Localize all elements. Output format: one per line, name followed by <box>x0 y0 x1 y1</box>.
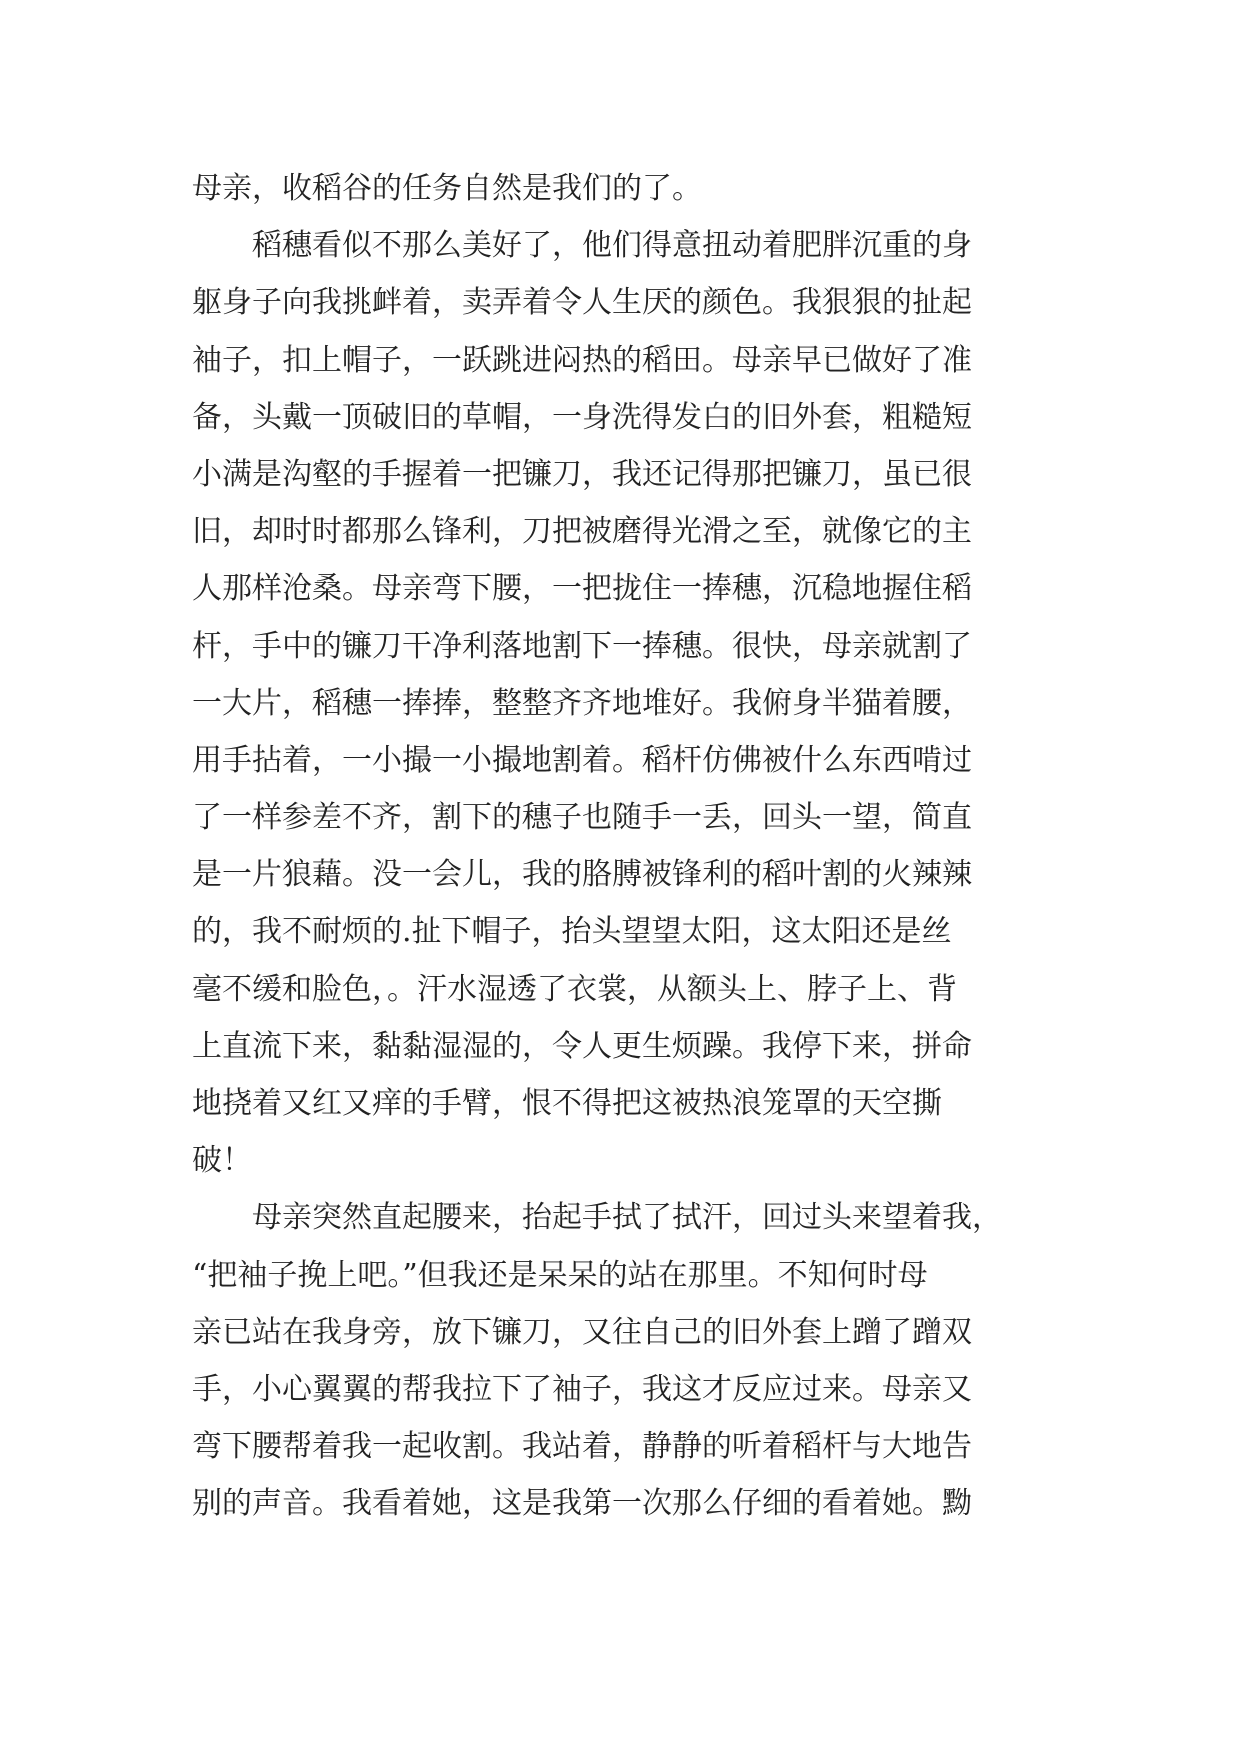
text-line: 杆，手中的镰刀干净利落地割下一捧穗。很快，母亲就割了 <box>192 628 972 664</box>
text-line: 弯下腰帮着我一起收割。我站着，静静的听着稻杆与大地告 <box>192 1429 972 1465</box>
text-line: 一大片，稻穗一捧捧，整整齐齐地堆好。我俯身半猫着腰， <box>192 685 972 721</box>
text-line: 母亲，收稻谷的任务自然是我们的了。 <box>192 171 702 206</box>
text-line: 备，头戴一顶破旧的草帽，一身洗得发白的旧外套，粗糙短 <box>192 399 972 435</box>
text-line: 了一样参差不齐，割下的穗子也随手一丢，回头一望，简直 <box>192 800 972 836</box>
text-line: 用手拈着，一小撮一小撮地割着。稻杆仿佛被什么东西啃过 <box>192 742 972 778</box>
text-line: 上直流下来，黏黏湿湿的，令人更生烦躁。我停下来，拼命 <box>192 1028 972 1064</box>
text-line: 亲已站在我身旁，放下镰刀，又往自己的旧外套上蹭了蹭双 <box>192 1314 972 1350</box>
text-line: 稻穗看似不那么美好了，他们得意扭动着肥胖沉重的身 <box>252 228 972 264</box>
text-line: 旧，却时时都那么锋利，刀把被磨得光滑之至，就像它的主 <box>192 514 972 550</box>
text-line: 破！ <box>192 1143 252 1179</box>
text-line: 躯身子向我挑衅着，卖弄着令人生厌的颜色。我狠狠的扯起 <box>192 285 972 321</box>
text-line: 别的声音。我看着她，这是我第一次那么仔细的看着她。黝 <box>192 1486 972 1522</box>
text-line: 是一片狼藉。没一会儿，我的胳膊被锋利的稻叶割的火辣辣 <box>192 857 972 893</box>
essay-text <box>192 160 1072 1533</box>
text-line: 的，我不耐烦的.扯下帽子，抬头望望太阳，这太阳还是丝 <box>192 914 952 950</box>
text-line: 手，小心翼翼的帮我拉下了袖子，我这才反应过来。母亲又 <box>192 1371 972 1407</box>
text-line: “把袖子挽上吧。”但我还是呆呆的站在那里。不知何时母 <box>192 1257 928 1293</box>
text-line: 毫不缓和脸色，。汗水湿透了衣裳，从额头上、脖子上、背 <box>192 971 957 1007</box>
text-line: 人那样沧桑。母亲弯下腰，一把拢住一捧穗，沉稳地握住稻 <box>192 571 972 607</box>
text-line: 地挠着又红又痒的手臂，恨不得把这被热浪笼罩的天空撕 <box>192 1086 942 1121</box>
text-line: 袖子，扣上帽子，一跃跳进闷热的稻田。母亲早已做好了准 <box>192 342 972 378</box>
text-line: 小满是沟壑的手握着一把镰刀，我还记得那把镰刀，虽已很 <box>192 456 972 492</box>
text-line: 母亲突然直起腰来，抬起手拭了拭汗，回过头来望着我， <box>252 1200 1002 1236</box>
